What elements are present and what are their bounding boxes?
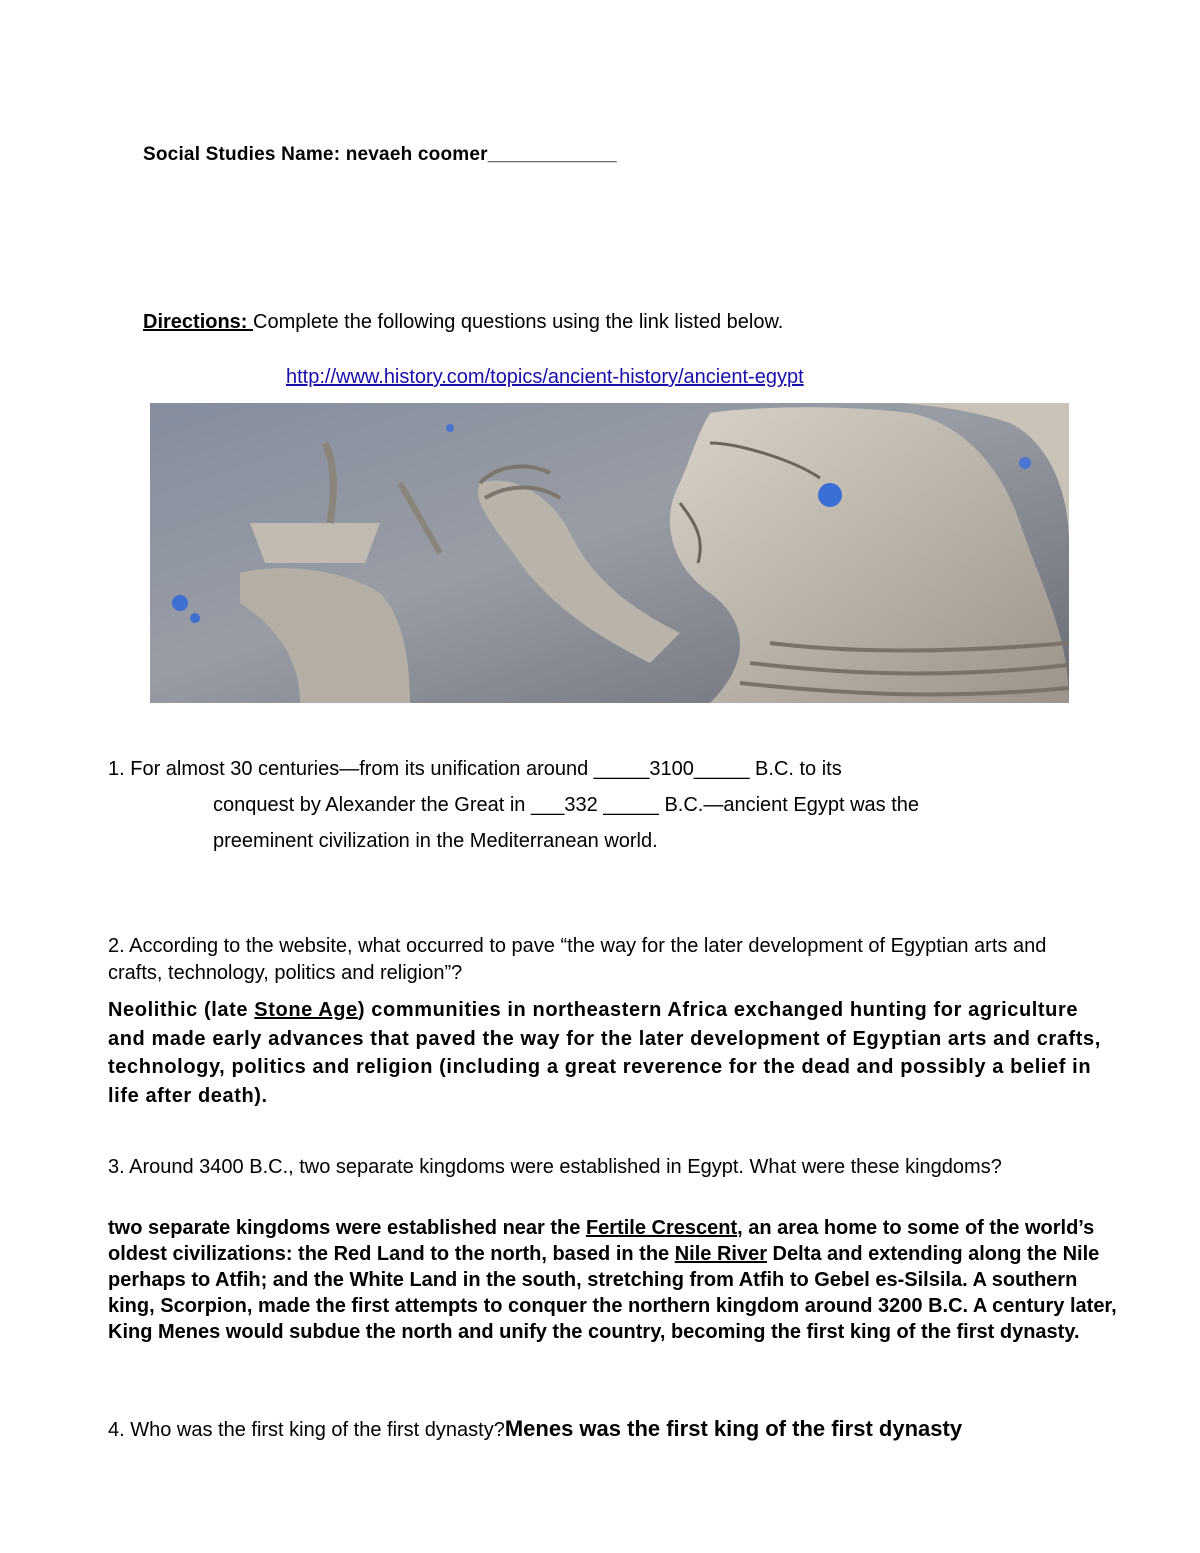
source-link[interactable]: http://www.history.com/topics/ancient-history/ancient-egypt (286, 366, 804, 388)
answer-3-part-b: , an area home to some of the world’s oldest civilizations: the Red Land to the north, based in the (108, 1217, 1095, 1265)
answer-4: Menes was the first king of the first dynasty (504, 1416, 963, 1441)
relief-illustration (150, 403, 1069, 703)
question-3: 3. Around 3400 B.C., two separate kingdoms were established in Egypt. What were these kingdoms? (108, 1156, 1002, 1178)
question-1-line-2: conquest by Alexander the Great in ___332 _____ B.C.—ancient Egypt was the (213, 794, 920, 816)
worksheet-header: Social Studies Name: nevaeh coomer____________ (143, 144, 617, 165)
egyptian-relief-image (150, 403, 1069, 703)
nile-river-link[interactable]: Nile River (674, 1243, 767, 1265)
answer-3-part-a: two separate kingdoms were established near the (108, 1217, 586, 1239)
question-4-text: 4. Who was the first king of the first dynasty? (108, 1419, 505, 1441)
question-1-line-1: 1. For almost 30 centuries—from its unification around _____3100_____ B.C. to its (108, 758, 842, 780)
answer-3-part-c: Delta and extending along the Nile perhaps to Atfih; and the White Land in the south, stretching from Atfih to Gebel es-Silsila. A southern king, Scorpion, made the first attempts to conquer the northern kingdom around 3200 B.C. A century later, King Menes would subdue the north and unify the country, becoming the first king of the first dynasty. (108, 1243, 1117, 1343)
directions-text: Complete the following questions using the link listed below. (253, 311, 784, 333)
answer-3 (108, 1215, 1118, 1345)
question-1 (108, 756, 1068, 864)
answer-2 (108, 996, 1118, 1110)
question-1-line-3: preeminent civilization in the Mediterranean world. (213, 830, 658, 852)
question-4 (108, 1416, 962, 1442)
answer-2-post: ) communities in northeastern Africa exchanged hunting for agriculture and made early advances that paved the way for the later development of Egyptian arts and crafts, technology, politics and religion (including a great reverence for the dead and possibly a belief in life after death). (108, 999, 1101, 1107)
question-2: 2. According to the website, what occurred to pave “the way for the later development of Egyptian arts and crafts, technology, politics and religion”? (108, 935, 1047, 984)
stone-age-link[interactable]: Stone Age (254, 999, 358, 1021)
directions-label: Directions: (143, 311, 254, 333)
answer-2-pre: Neolithic (late (108, 999, 255, 1021)
fertile-crescent-link[interactable]: Fertile Crescent (585, 1217, 738, 1239)
directions-line (143, 311, 783, 334)
